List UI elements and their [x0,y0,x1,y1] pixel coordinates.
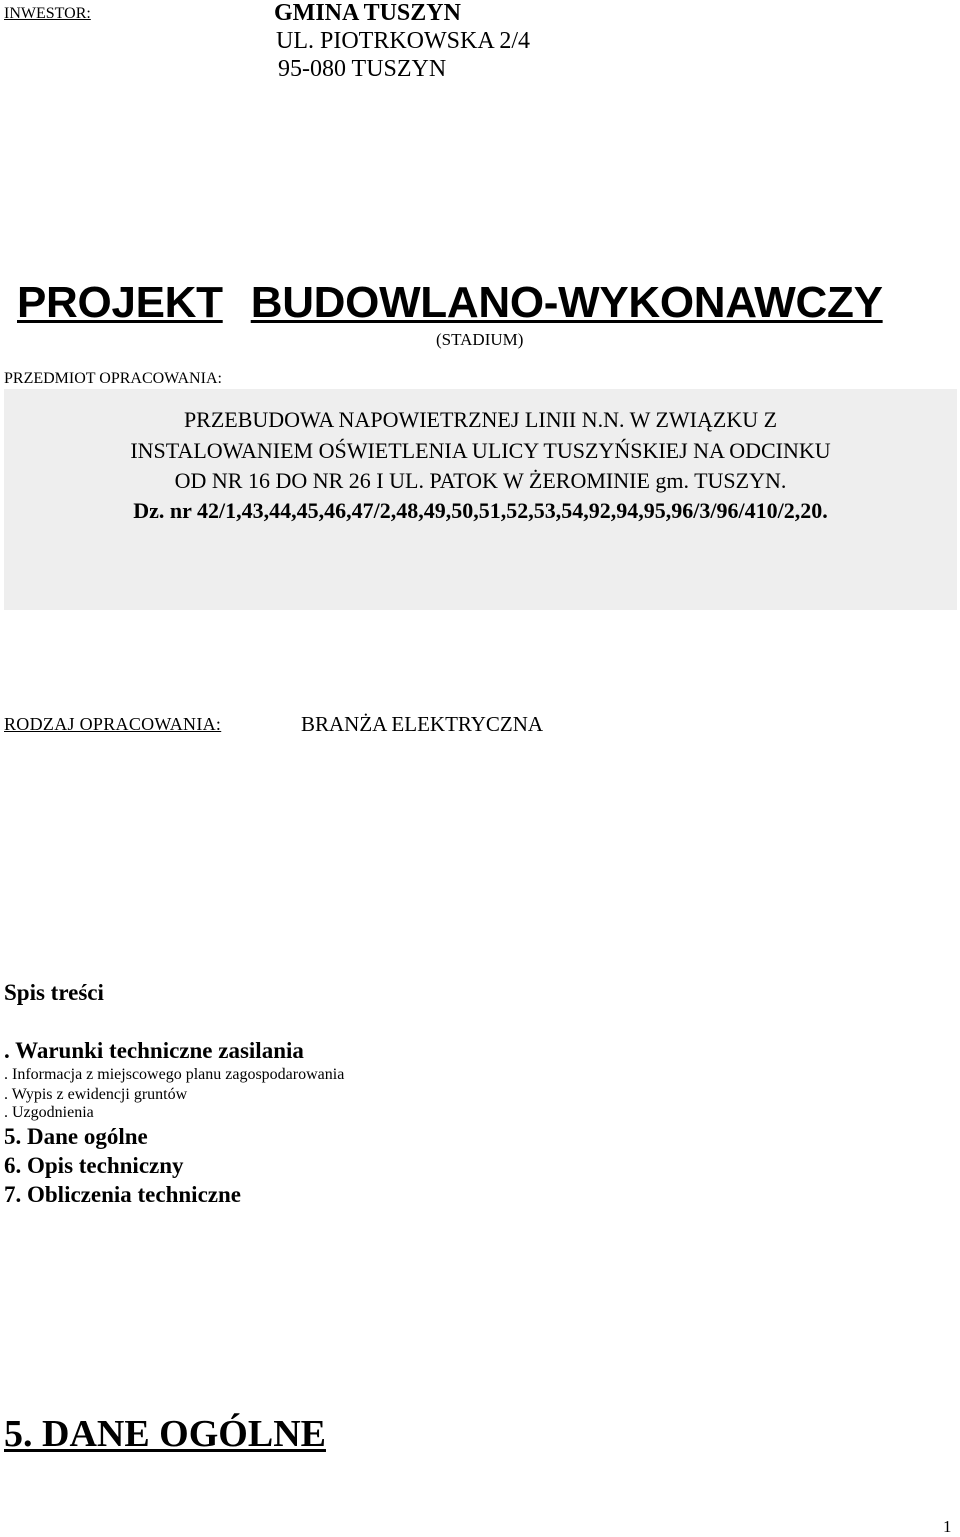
type-value: BRANŻA ELEKTRYCZNA [301,712,544,736]
investor-street: UL. PIOTRKOWSKA 2/4 [276,28,531,54]
subject-label: PRZEDMIOT OPRACOWANIA: [4,370,222,387]
project-title-part1: PROJEKT [17,278,223,327]
toc-item: . Uzgodnienia [4,1104,94,1121]
type-label: RODZAJ OPRACOWANIA: [4,714,222,734]
section-heading: 5. DANE OGÓLNE [4,1413,326,1455]
subject-line: PRZEBUDOWA NAPOWIETRZNEJ LINII N.N. W ZWIĄZKU Z [183,407,778,432]
project-stage: (STADIUM) [436,330,524,349]
toc-item: 6. Opis techniczny [4,1153,184,1178]
project-title-part2: BUDOWLANO-WYKONAWCZY [250,278,883,327]
toc-item: 5. Dane ogólne [4,1124,148,1149]
subject-line: INSTALOWANIEM OŚWIETLENIA ULICY TUSZYŃSKIEJ NA ODCINKU [130,438,831,463]
investor-label: INWESTOR: [4,5,91,22]
page-number: 1 [943,1517,952,1536]
subject-line: OD NR 16 DO NR 26 I UL. PATOK W ŻEROMINIE gm. TUSZYN. [174,468,787,493]
investor-name: GMINA TUSZYN [274,0,461,26]
subject-box [4,389,957,610]
toc-title: Spis treści [4,980,104,1005]
toc-item: . Informacja z miejscowego planu zagospodarowania [4,1066,345,1083]
toc-item: 7. Obliczenia techniczne [4,1182,241,1207]
investor-city: 95-080 TUSZYN [278,56,447,82]
toc-item: . Wypis z ewidencji gruntów [4,1086,188,1103]
subject-parcels-line: Dz. nr 42/1,43,44,45,46,47/2,48,49,50,51,52,53,54,92,94,95,96/3/96/410/2,20. [133,498,828,523]
toc-item: . Warunki techniczne zasilania [4,1038,304,1063]
project-title [17,278,883,328]
